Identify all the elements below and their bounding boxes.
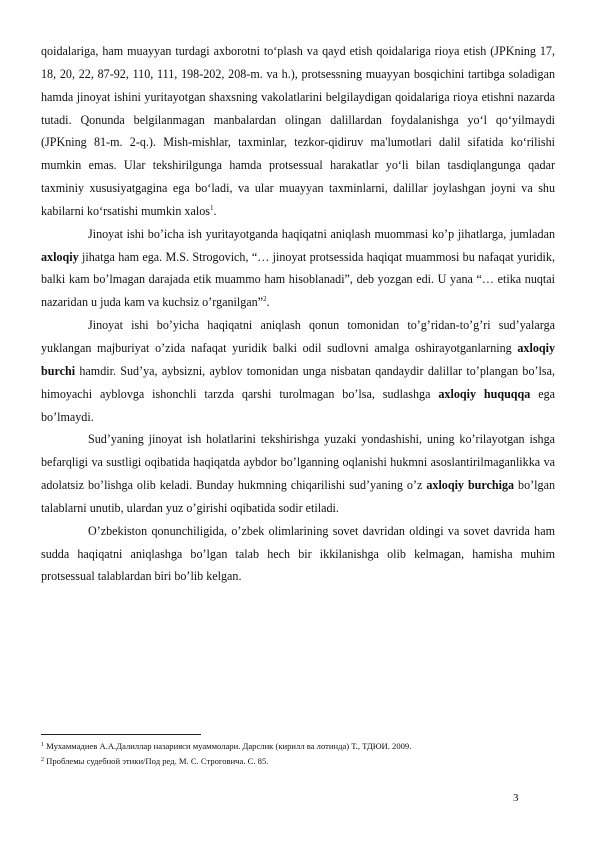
text-run: . — [266, 295, 270, 310]
footnote-text: Проблемы судебной этики/Под ред. М. С. Строговича. С. 85. — [44, 756, 269, 766]
paragraph — [41, 40, 555, 223]
paragraph — [41, 314, 555, 428]
footnote-number: 2 — [41, 757, 44, 763]
footnote-ref: 1 — [209, 203, 214, 212]
paragraph — [41, 223, 555, 314]
footnote-separator — [41, 734, 201, 735]
text-run: bo’lgan talablarni unutib, ulardan yuz o’girishi oqibatida sodir etiladi. — [41, 478, 556, 515]
footnote-number: 1 — [41, 742, 44, 748]
bold-term: axloqiy burchiga — [426, 478, 515, 493]
paragraph — [41, 428, 555, 519]
paragraph — [41, 520, 555, 589]
text-run: jihatga ham ega. M.S. Strogovich, “… jinoyat protsessida haqiqat muammosi bu nafaqat yuridik, balki kam bo’lmagan darajada etik muammo ham hisoblanadi”, deb yozgan edi. U yana “… etika nuqtai nazaridan u juda kam va kuchsiz o’rganilgan” — [41, 249, 555, 310]
bold-term: axloqiy burchi — [41, 340, 555, 378]
text-run: Jinoyat ishi bo’icha ish yuritayotganda haqiqatni aniqlash muommasi ko’p jihatlarga, jumladan — [88, 226, 555, 241]
text-run: Sud’yaning jinoyat ish holatlarini tekshirishga yuzaki yondashishi, uning ko’rilayotgan ishga befarqligi va sustligi oqibatida haqiqatda aybdor bo’lganning oqlanishi hukmni asoslantirilmaganlikka va adolatsiz bo’lishga olib keladi. Bunday hukmning chiqarilishi sud’yaning o’z — [41, 432, 555, 493]
text-run: qoidalariga, ham muayyan turdagi axborotni to‘plash va qayd etish qoidalariga rioya etish (JPKning 17, 18, 20, 22, 87-92, 110, 111, 198-202, 208-m. va h.), protsessning muayyan bosqichini tartibga soladigan hamda jinoyat ishini yuritayotgan shaxsning vakolatlarini belgilaydigan qoidalariga rioya etishni nazarda tutadi. Qonunda belgilanmagan manbalardan olingan dalillardan foydalanishga yo‘l qo‘yilmaydi (JPKning 81-m. 2-q.). Mish-mishlar, taxminlar, tezkor-qidiruv ma'lumotlari dalil sifatida ko‘rilishi mumkin emas. Ular tekshirilgunga hamda protsessual harakatlar yo‘li bilan tasdiqlangunga qadar taxminiy xususiyatgagina ega bo‘ladi, va ular muayyan taxminlarni, dalillar joylashgan joyni va shu kabilarni ko‘rsatishi mumkin xalos — [41, 44, 555, 218]
bold-term: axloqiy huquqqa — [438, 386, 531, 401]
footnote — [41, 754, 555, 769]
page-number: 3 — [513, 792, 519, 804]
footnotes — [41, 739, 555, 769]
text-run: O’zbekiston qonunchiligida, o’zbek olimlarining sovet davridan oldingi va sovet davrida ham sudda haqiqatni aniqlashga bo’lgan talab hech bir ikkilanishga olib kelmagan, hamisha muhim protsessual talablardan biri bo’lib kelgan. — [41, 523, 555, 584]
body-text — [41, 40, 555, 588]
text-run: Jinoyat ishi bo’yicha haqiqatni aniqlash qonun tomonidan to’g’ridan-to’g’ri sud’yalarga yuklangan majburiyat o’zida nafaqat yuridik balki odil sudlovni amalga oshirayotganlarning — [41, 318, 555, 355]
text-run: hamdir. Sud’ya, aybsizni, ayblov tomonidan unga nisbatan qandaydir dalillar to’plangan bo’lsa, himoyachi ayblovga ishonchli tarzda qarshi turolmagan bo’lsa, sudlashga — [41, 363, 555, 401]
footnote — [41, 739, 555, 754]
footnote-text: Мухаммадиев А.А.Далиллар назарияси муаммолари. Дарслик (кирилл ва лотинда) Т., ТДЮИ. 2009. — [44, 741, 412, 751]
text-run: . — [213, 203, 217, 218]
bold-term: axloqiy — [41, 249, 79, 264]
text-run: ega bo’lmaydi. — [41, 386, 555, 424]
footnote-ref: 2 — [263, 295, 267, 304]
